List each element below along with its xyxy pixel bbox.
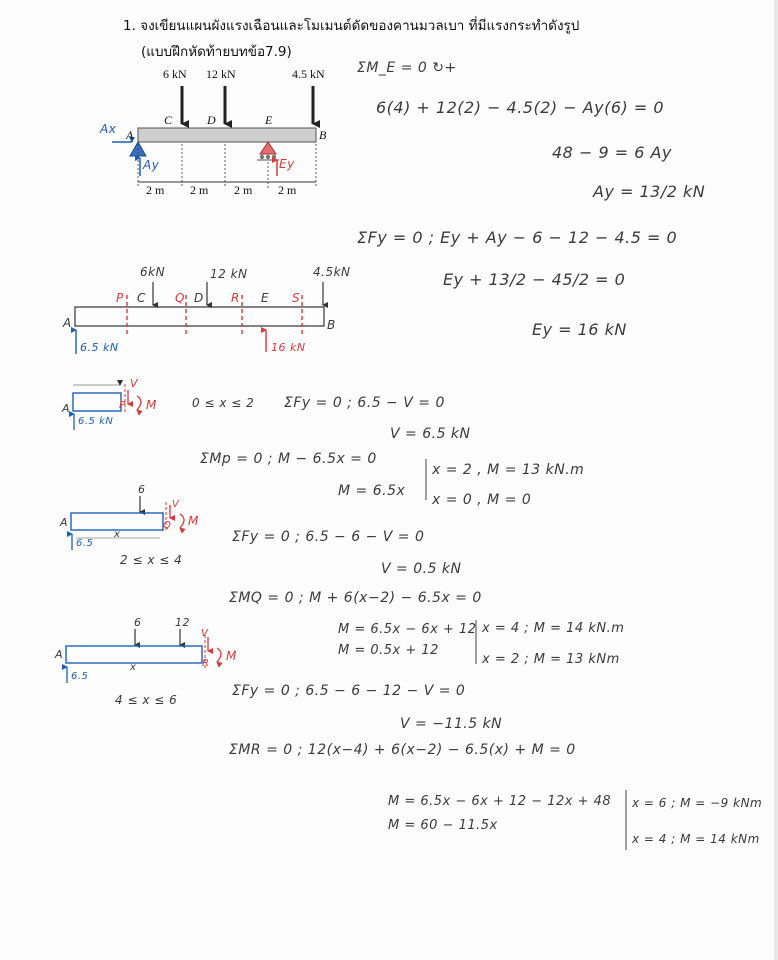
seg1-m-label: M <box>146 398 157 412</box>
seg1-v-label: V <box>130 377 139 390</box>
seg3-range: 4 ≤ x ≤ 6 <box>115 693 178 707</box>
seg1-range: 0 ≤ x ≤ 2 <box>192 396 255 410</box>
fbd-pt-c: C <box>137 291 146 305</box>
seg2-fy: ΣFy = 0 ; 6.5 − 6 − V = 0 <box>232 529 425 545</box>
eq-ey-result: Ey = 16 kN <box>532 320 627 339</box>
fbd-pt-d: D <box>194 291 204 305</box>
fig-ey-label: Ey <box>279 157 295 171</box>
seg2-beam <box>71 513 163 530</box>
seg2-m-at-4: x = 4 ; M = 14 kN.m <box>482 621 625 636</box>
fig-point-e: E <box>265 113 273 127</box>
fbd-cut-r: R <box>231 291 240 305</box>
seg3-m-label: M <box>226 649 237 663</box>
fig-point-a: A <box>126 128 134 142</box>
eq-moment-e-head: ΣM_E = 0 ↻+ <box>357 60 457 76</box>
seg2-range: 2 ≤ x ≤ 4 <box>120 553 183 567</box>
seg2-m-at-2: x = 2 ; M = 13 kNm <box>482 652 620 667</box>
seg3-load-2: 12 <box>175 616 190 629</box>
fig-load-d-label: 12 kN <box>206 67 236 81</box>
beam-body <box>138 128 316 142</box>
seg1-beam <box>73 393 121 411</box>
seg3-pt-a: A <box>55 648 64 661</box>
seg2-x-label: x <box>114 529 121 540</box>
seg1-moment: ΣMp = 0 ; M − 6.5x = 0 <box>200 451 377 467</box>
fig-point-b: B <box>319 128 327 142</box>
seg3-m-line1: M = 6.5x − 6x + 12 − 12x + 48 <box>388 794 612 809</box>
fig-ax-label: Ax <box>100 122 117 136</box>
seg2-m-arrow <box>180 514 184 528</box>
seg3-m-arrow <box>217 648 221 662</box>
fig-span-3: 2 m <box>234 183 253 197</box>
problem-subtitle: (แบบฝึกหัดท้ายบทข้อ7.9) <box>141 44 292 60</box>
fbd-pt-e: E <box>261 291 270 305</box>
eq-ey-step: Ey + 13/2 − 45/2 = 0 <box>443 270 626 289</box>
fig-load-c-label: 6 kN <box>163 67 187 81</box>
seg2-v-label: V <box>172 499 180 510</box>
seg1-m-at-0: x = 0 , M = 0 <box>432 492 532 508</box>
seg1-m-expr: M = 6.5x <box>338 483 406 499</box>
fbd-reaction-a: 6.5 kN <box>80 341 119 354</box>
seg3-reaction: 6.5 <box>71 671 89 682</box>
seg3-m-at-6: x = 6 ; M = −9 kNm <box>632 796 763 810</box>
seg3-v-label: V <box>201 628 209 639</box>
seg3-m-line2: M = 60 − 11.5x <box>388 818 498 833</box>
seg1-pt-p: P <box>119 400 126 411</box>
seg2-m-label: M <box>188 514 199 528</box>
fbd-beam <box>75 307 324 326</box>
eq-moment-e: 6(4) + 12(2) − 4.5(2) − Ay(6) = 0 <box>376 98 665 117</box>
seg2-moment: ΣMQ = 0 ; M + 6(x−2) − 6.5x = 0 <box>229 590 482 606</box>
seg1-fy: ΣFy = 0 ; 6.5 − V = 0 <box>284 395 445 411</box>
eq-fy: ΣFy = 0 ; Ey + Ay − 6 − 12 − 4.5 = 0 <box>357 228 678 247</box>
fbd-cut-q: Q <box>175 291 185 305</box>
fbd-load-b-label: 4.5kN <box>313 265 351 279</box>
fbd-pt-b: B <box>327 318 336 332</box>
seg1-m-arrow <box>137 396 141 410</box>
fig-span-4: 2 m <box>278 183 297 197</box>
seg2-m-line1: M = 6.5x − 6x + 12 <box>338 622 477 637</box>
seg3-x-label: x <box>130 662 137 673</box>
seg2-pt-a: A <box>60 516 69 529</box>
eq-ay-step: 48 − 9 = 6 Ay <box>552 143 672 162</box>
fbd-pt-a: A <box>63 316 72 330</box>
fbd-load-d-label: 12 kN <box>210 267 248 281</box>
seg2-load: 6 <box>138 483 146 496</box>
seg2-reaction: 6.5 <box>76 538 94 549</box>
seg3-fy: ΣFy = 0 ; 6.5 − 6 − 12 − V = 0 <box>232 683 466 699</box>
fbd-load-c-label: 6kN <box>140 265 166 279</box>
fig-ay-label: Ay <box>143 158 160 172</box>
fig-span-2: 2 m <box>190 183 209 197</box>
seg1-v: V = 6.5 kN <box>390 426 471 442</box>
eq-ay-result: Ay = 13/2 kN <box>593 182 706 201</box>
fig-point-c: C <box>164 113 173 127</box>
fig-point-d: D <box>207 113 216 127</box>
roller-support-e <box>260 142 276 154</box>
seg2-pt-q: Q <box>163 520 172 531</box>
problem-title: 1. จงเขียนแผนผังแรงเฉือนและโมเมนต์ดัดของคานมวลเบา ที่มีแรงกระทำดังรูป <box>123 18 580 34</box>
seg3-beam <box>66 646 202 663</box>
seg3-v: V = −11.5 kN <box>400 716 503 732</box>
page-scrollbar[interactable] <box>774 0 778 960</box>
seg3-moment: ΣMR = 0 ; 12(x−4) + 6(x−2) − 6.5(x) + M = 0 <box>229 742 576 758</box>
fig-span-1: 2 m <box>146 183 165 197</box>
fbd-reaction-e: 16 kN <box>271 341 306 354</box>
seg3-load-1: 6 <box>134 616 142 629</box>
seg1-pt-a: A <box>62 402 71 415</box>
seg1-m-at-2: x = 2 , M = 13 kN.m <box>432 462 585 478</box>
seg1-reaction: 6.5 kN <box>78 416 114 427</box>
fbd-cut-s: S <box>292 291 301 305</box>
seg2-m-line2: M = 0.5x + 12 <box>338 643 439 658</box>
fbd-cut-p: P <box>116 291 124 305</box>
seg3-pt-r: R <box>202 658 210 669</box>
fig-load-b-label: 4.5 kN <box>292 67 325 81</box>
seg3-m-at-4: x = 4 ; M = 14 kNm <box>632 832 760 846</box>
seg2-v: V = 0.5 kN <box>381 561 462 577</box>
